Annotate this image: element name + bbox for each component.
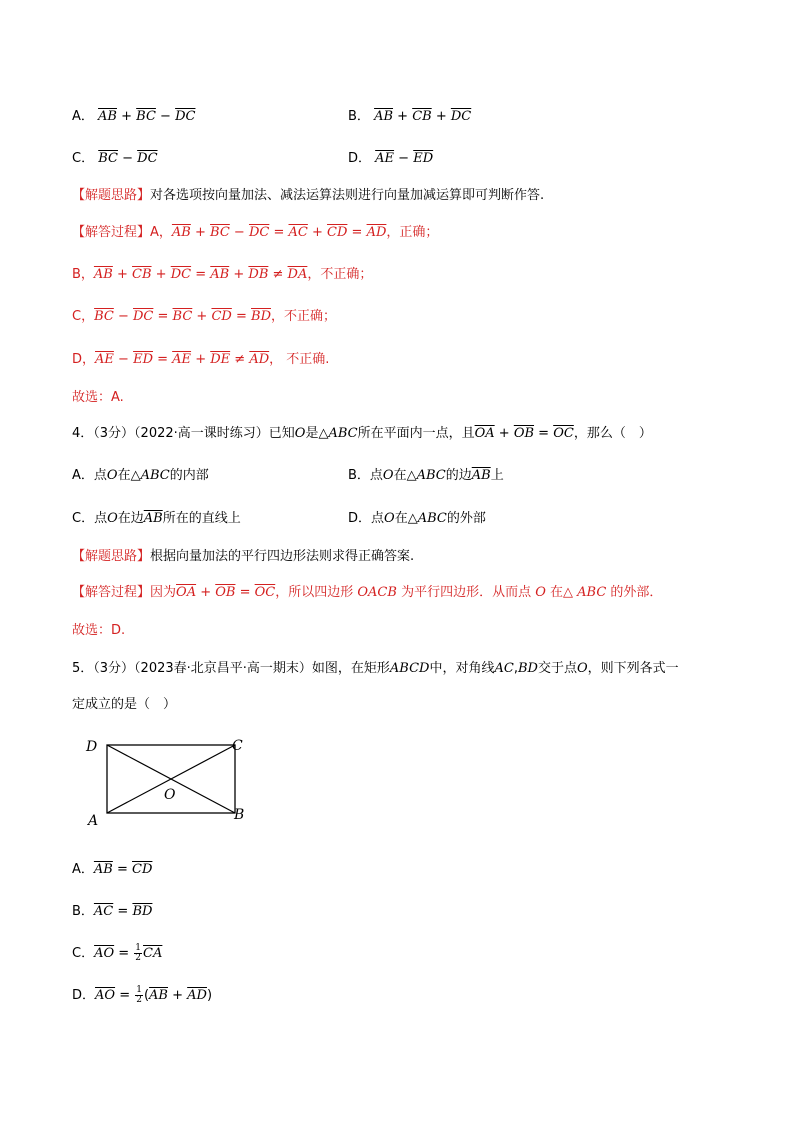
q4-option-a: A．点O在△ABC的内部 [72, 468, 209, 483]
q4-process-tag: 【解答过程】 [72, 585, 151, 600]
q3-option-d-expr: $\overline{AE} - \overline{ED}$ [375, 151, 434, 166]
q3-process-c: C，$\overline{BC} - \overline{DC} = \overline{BC} + \overline{CD} = \overline{BD}$，不正确； [72, 309, 337, 324]
q3-process-b: B，$\overline{AB} + \overline{CB} + \overline{DC} = \overline{AB} + \overline{DB} \ne \overline{DA}$，不正确； [72, 267, 373, 282]
center-label-o: O [164, 787, 176, 803]
q4-hint-tag: 【解题思路】 [72, 549, 151, 564]
q3-option-d [348, 150, 433, 168]
q5-stem-line2: 定成立的是（ ） [72, 697, 177, 712]
q5-option-a: A．$\overline{AB} = \overline{CD}$ [72, 862, 153, 877]
q3-option-b [348, 108, 471, 126]
q3-option-a [72, 108, 195, 126]
q3-option-a-label: A． [72, 109, 94, 124]
q3-option-b-label: B． [348, 109, 370, 124]
q4-option-d: D．点O在△ABC的外部 [348, 511, 486, 526]
q3-option-a-expr: $\overline{AB} + \overline{BC} - \overline{DC}$ [98, 109, 196, 124]
q4-option-b: B．点O在△ABC的边$\overline{AB}$上 [348, 468, 504, 483]
q3-option-c-expr: $\overline{BC} - \overline{DC}$ [98, 151, 158, 166]
q4-answer: 故选：D. [72, 623, 126, 638]
q3-option-b-expr: $\overline{AB} + \overline{CB} + \overline{DC}$ [374, 109, 472, 124]
vertex-label-a: A [88, 813, 99, 829]
fraction-one-half: $\frac{1}{2}$ [135, 943, 142, 963]
q3-process-d: D，$\overline{AE} - \overline{ED} = \overline{AE} + \overline{DE} \ne \overline{AD}$， 不正确. [72, 352, 330, 367]
q3-option-d-label: D． [348, 151, 372, 166]
q4-stem: 4．（3分）（2022·高一课时练习）已知O是△ABC所在平面内一点，且$\overline{OA} + \overline{OB} = \overline{OC}$，那么（ ） [72, 426, 652, 441]
q3-answer: 故选：A. [72, 390, 124, 405]
q5-rectangle-figure [80, 733, 260, 833]
vertex-label-c: C [232, 738, 243, 754]
fraction-one-half: $\frac{1}{2}$ [136, 985, 142, 1005]
q5-option-c: C．$\overline{AO}$ = $\frac{1}{2}$ $\overline{CA}$ [72, 943, 163, 963]
q3-option-c [72, 150, 158, 168]
q3-process-a: 【解答过程】A，$\overline{AB} + \overline{BC} - \overline{DC} = \overline{AC} + \overline{CD} = \overline{AD}$，正确； [72, 225, 439, 240]
q5-option-b: B．$\overline{AC} = \overline{BD}$ [72, 904, 153, 919]
q3-hint-text: 对各选项按向量加法、减法运算法则进行向量加减运算即可判断作答. [150, 188, 545, 203]
q3-hint [72, 187, 544, 205]
vertex-label-b: B [234, 807, 245, 823]
q4-process: 【解答过程】因为$\overline{OA} + \overline{OB} = \overline{OC}$，所以四边形 OACB 为平行四边形．从而点 O 在△ ABC 的外部． [72, 585, 663, 600]
q4-option-c: C．点O在边$\overline{AB}$所在的直线上 [72, 511, 241, 526]
q3-process-tag: 【解答过程】 [72, 225, 151, 240]
q3-hint-tag: 【解题思路】 [72, 188, 151, 203]
q4-hint-text: 根据向量加法的平行四边形法则求得正确答案. [150, 549, 415, 564]
vertex-label-d: D [86, 739, 98, 755]
q5-stem-line1: 5．（3分）（2023春·北京昌平·高一期末）如图，在矩形ABCD中，对角线AC,BD交于点O，则下列各式一 [72, 661, 679, 676]
q5-option-d: D．$\overline{AO}$ = $\frac{1}{2}$ $(\overline{AB} + \overline{AD})$ [72, 985, 213, 1005]
q4-hint [72, 548, 414, 566]
q3-option-c-label: C． [72, 151, 95, 166]
